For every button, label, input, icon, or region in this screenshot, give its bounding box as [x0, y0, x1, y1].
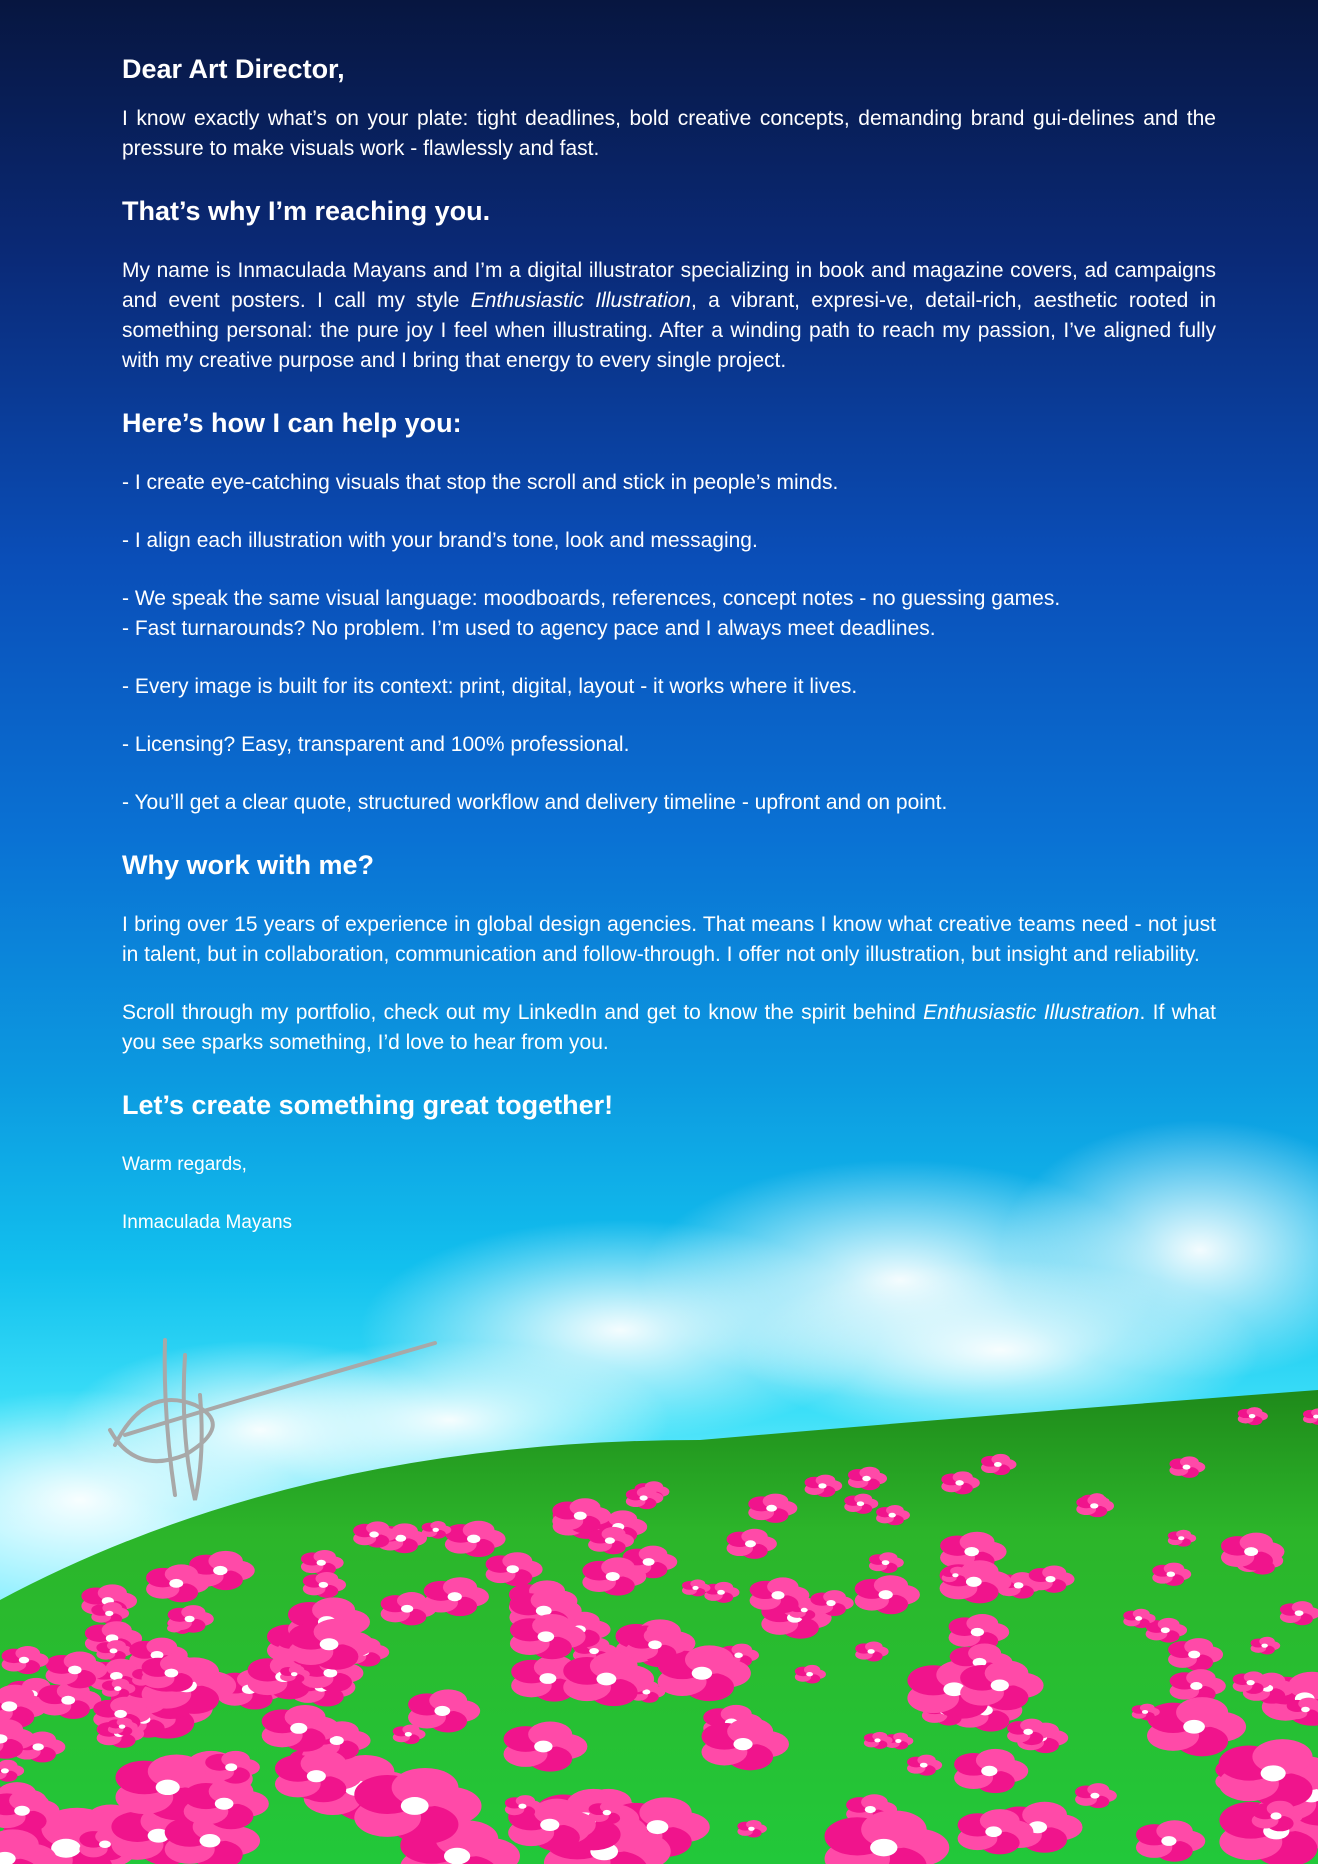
signature [105, 1335, 445, 1505]
about-paragraph: My name is Inmaculada Mayans and I’m a digital illustrator specializing in book and magazine covers, ad campaigns and event posters. I call my style Enthusiastic Illustration, a vibrant, expresi-ve, detail-rich, aesthetic rooted in something personal: the pure joy I feel when illustrating. After a winding path to reach my passion, I’ve aligned fully with my creative purpose and I bring that energy to every single project. [122, 259, 1217, 372]
help-item: - Fast turnarounds? No problem. I’m used to agency pace and I always meet deadlines. [122, 617, 936, 640]
style-name: Enthusiastic Illustration [470, 289, 691, 312]
heading-help: Here’s how I can help you: [122, 408, 462, 438]
help-item: - I align each illustration with your brand’s tone, look and messaging. [122, 529, 758, 552]
sign-off: Warm regards, [122, 1154, 247, 1175]
intro-paragraph: I know exactly what’s on your plate: tight deadlines, bold creative concepts, demanding brand gui-delines and the pressure to make visuals work - flawlessly and fast. [122, 107, 1216, 160]
heading-reaching: That’s why I’m reaching you. [122, 196, 491, 226]
experience-paragraph: I bring over 15 years of experience in global design agencies. That means I know what creative teams need - not just in talent, but in collaboration, communication and follow-through. I offer not only illustration, but insight and reliability. [122, 913, 1216, 966]
flower [1287, 1698, 1318, 1722]
signer-name: Inmaculada Mayans [122, 1212, 293, 1233]
help-item: - You’ll get a clear quote, structured workflow and delivery timeline - upfront and on point. [122, 791, 948, 814]
help-list [122, 468, 1216, 818]
cover-letter [122, 52, 1216, 1238]
closing-heading: Let’s create something great together! [122, 1090, 614, 1120]
portfolio-paragraph: Scroll through my portfolio, check out my LinkedIn and get to know the spirit behind Enthusiastic Illustration. If what you see sparks something, I’d love to hear from you. [122, 1001, 1216, 1054]
help-item: - Licensing? Easy, transparent and 100% professional. [122, 733, 630, 756]
help-item: - I create eye-catching visuals that stop the scroll and stick in people’s minds. [122, 471, 839, 494]
help-item: - We speak the same visual language: moodboards, references, concept notes - no guessing games. [122, 587, 1061, 610]
help-item: - Every image is built for its context: print, digital, layout - it works where it lives. [122, 675, 858, 698]
salutation: Dear Art Director, [122, 54, 345, 84]
flower [1219, 1739, 1318, 1807]
style-name: Enthusiastic Illustration [923, 1001, 1140, 1024]
heading-why: Why work with me? [122, 850, 375, 880]
